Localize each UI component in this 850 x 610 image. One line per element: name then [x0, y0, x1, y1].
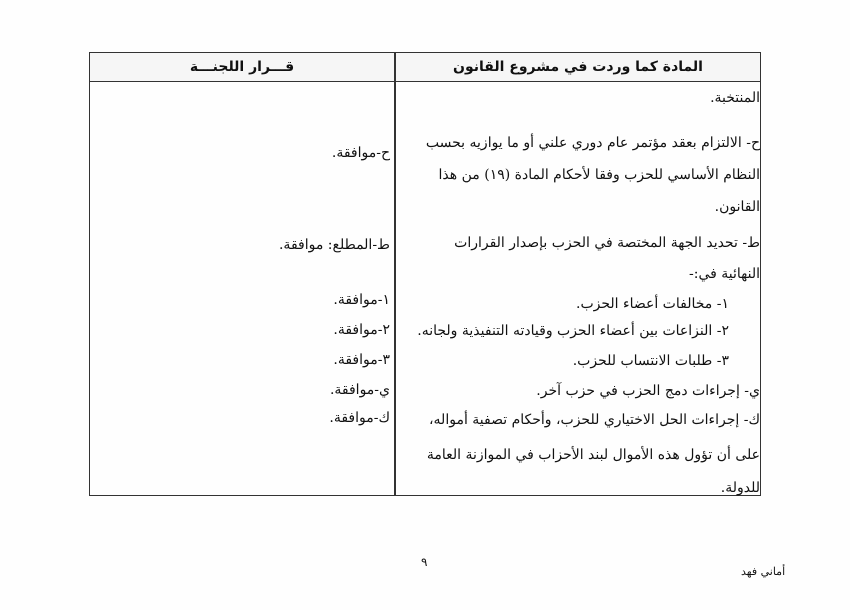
decision-line: ح-موافقة. — [331, 145, 390, 161]
article-line: ح- الالتزام بعقد مؤتمر عام دوري علني أو ما يوازيه بحسب — [425, 135, 760, 151]
column-divider — [394, 53, 396, 495]
header-law-article: المادة كما وردت في مشروع القانون — [453, 59, 703, 75]
decision-line: ٣-موافقة. — [333, 352, 390, 368]
article-line: ك- إجراءات الحل الاختياري للحزب، وأحكام تصفية أمواله، — [429, 412, 760, 428]
decision-line: ط-المطلع: موافقة. — [278, 237, 390, 253]
comparison-table — [89, 52, 761, 496]
article-line: القانون. — [714, 199, 760, 215]
article-line: ٢- النزاعات بين أعضاء الحزب وقيادته التنفيذية ولجانه. — [417, 323, 729, 339]
page-number: ٩ — [421, 555, 428, 569]
header-committee-decision: قـــرار اللجنـــة — [189, 59, 295, 75]
article-line: ٣- طلبات الانتساب للحزب. — [572, 353, 729, 369]
article-line: ي- إجراءات دمج الحزب في حزب آخر. — [536, 383, 760, 399]
article-line: المنتخبة. — [710, 90, 760, 106]
article-line: للدولة. — [720, 480, 760, 496]
article-line: النهائية في:- — [689, 266, 760, 282]
decision-line: ك-موافقة. — [329, 410, 390, 426]
article-line: على أن تؤول هذه الأموال لبند الأحزاب في الموازنة العامة — [426, 447, 760, 463]
article-line: ط- تحديد الجهة المختصة في الحزب بإصدار القرارات — [454, 235, 760, 251]
signature: أماني فهد — [741, 565, 786, 578]
decision-line: ٢-موافقة. — [333, 322, 390, 338]
article-line: النظام الأساسي للحزب وفقا لأحكام المادة (١٩) من هذا — [438, 167, 760, 183]
article-line: ١- مخالفات أعضاء الحزب. — [576, 296, 729, 312]
decision-line: ي-موافقة. — [329, 382, 390, 398]
decision-line: ١-موافقة. — [333, 292, 390, 308]
